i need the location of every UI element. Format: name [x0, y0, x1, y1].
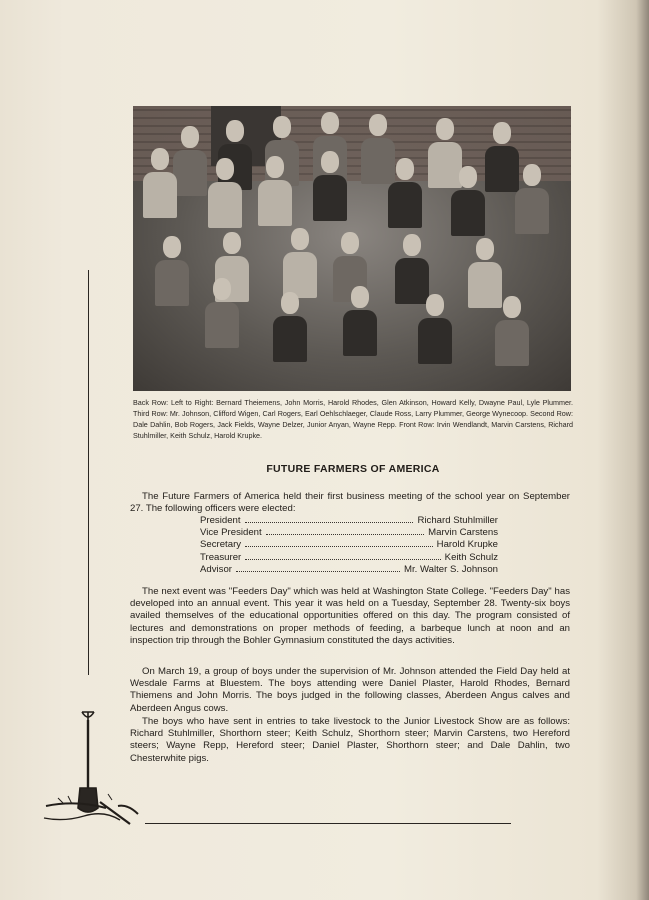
officer-name: Marvin Carstens — [428, 527, 498, 539]
officer-name: Keith Schulz — [444, 551, 498, 563]
person — [273, 292, 307, 362]
officer-row — [200, 539, 498, 551]
section-title: FUTURE FARMERS OF AMERICA — [266, 463, 440, 475]
person — [418, 294, 452, 364]
person — [143, 148, 177, 218]
decorative-vertical-line — [88, 270, 89, 675]
livestock-paragraph: The boys who have sent in entries to take livestock to the Junior Livestock Show are as follows: Richard Stuhlmiller, Shorthorn steer; Keith Schulz, Shorthorn steer; Marvin Carstens, two Hereford steers; Wayne Repp, Hereford steer; Daniel Plaster, Shorthorn steer; and Dale Dahlin, two Chesterwhite pigs. — [130, 716, 570, 764]
person — [173, 126, 207, 196]
bottom-rule — [145, 823, 511, 824]
person — [495, 296, 529, 366]
officer-role: Advisor — [200, 563, 232, 575]
officer-role: Treasurer — [200, 551, 242, 563]
group-photo — [133, 106, 571, 391]
person — [208, 158, 242, 228]
feeders-day-paragraph: The next event was "Feeders Day" which was held at Washington State College. "Feeders Day" has developed into an annual event. This year it was held on a Tuesday, September 28. Twenty-six boys availed themselves of the educational opportunities offered on this day. The program consisted of lectures and demonstrations on proper methods of feeding, a barbeque lunch at noon and an inspection trip through the Bohler Gymnasium constituted the days activities. — [130, 586, 570, 646]
officer-role: Vice President — [200, 527, 262, 539]
officer-role: President — [200, 515, 241, 526]
person — [258, 156, 292, 226]
officer-row — [200, 527, 498, 539]
officer-row — [200, 515, 498, 527]
officer-row — [200, 564, 498, 576]
shovel-pick-icon — [38, 710, 148, 830]
officer-name: Mr. Walter S. Johnson — [403, 563, 498, 575]
photo-caption: Back Row: Left to Right: Bernard Theiemens, John Morris, Harold Rhodes, Glen Atkinson, Howard Kelly, Dwayne Paul, Lyle Plummer. Third Row: Mr. Johnson, Clifford Wigen, Carl Rogers, Earl Oehlschlaeger, Claude Ross, Larry Plummer, George Wynecoop. Second Row: Dale Dahlin, Bob Rogers, Jack Fields, Wayne Delzer, Junior Anyan, Wayne Repp. Front Row: Irvin Wendlandt, Marvin Carstens, Richard Stuhlmiller, Keith Schulz, Harold Krupke. — [133, 398, 573, 440]
person — [205, 278, 239, 348]
person — [283, 228, 317, 298]
person — [388, 158, 422, 228]
person — [451, 166, 485, 236]
person — [155, 236, 189, 306]
officer-role: Secretary — [200, 539, 242, 551]
intro-paragraph: The Future Farmers of America held their first business meeting of the school year on September 27. The following officers were elected: — [130, 491, 570, 515]
officer-row — [200, 552, 498, 564]
field-day-paragraph: On March 19, a group of boys under the supervision of Mr. Johnson attended the Field Day held at Wesdale Farms at Bluestem. The boys attending were Daniel Plaster, Harold Rhodes, Bernard Thiemens and John Morris. The boys judged in the following classes, Aberdeen Angus calves and Aberdeen Angus cows. — [130, 666, 570, 714]
person — [485, 122, 519, 192]
officer-name: Richard Stuhlmiller — [417, 515, 498, 526]
officer-name: Harold Krupke — [436, 539, 498, 551]
person — [515, 164, 549, 234]
officers-list — [200, 515, 498, 576]
person — [313, 151, 347, 221]
person — [343, 286, 377, 356]
